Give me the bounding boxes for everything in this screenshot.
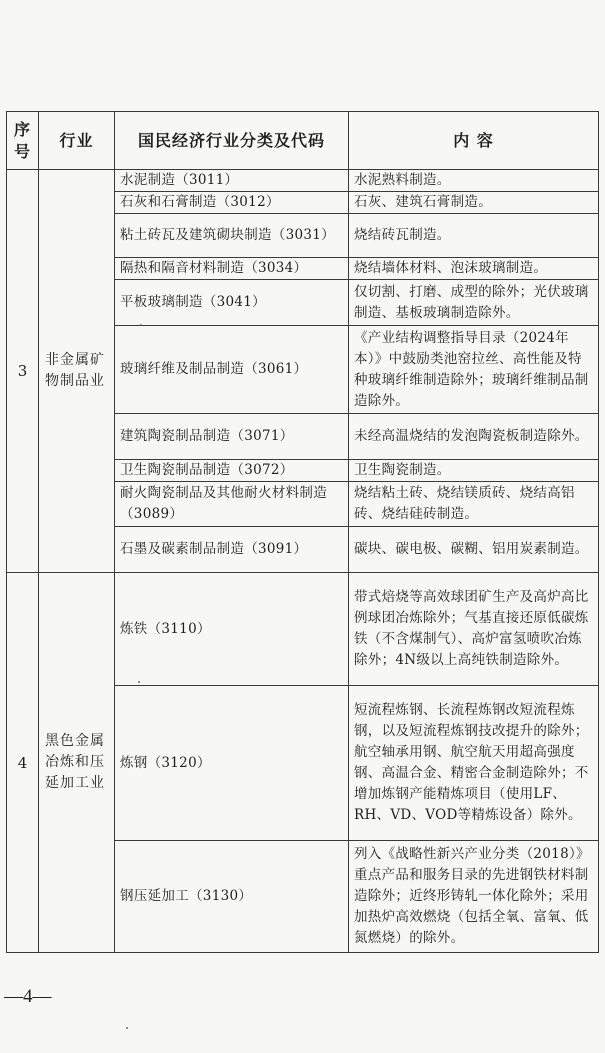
content-cell: 石灰、建筑石膏制造。 [349,192,599,214]
content-cell: 《产业结构调整指导目录（2024年本）》中鼓励类池窑拉丝、高性能及特种玻璃纤维制造除外；玻璃纤维制品制造除外。 [349,326,599,414]
industry-table [6,111,599,953]
classification-cell: 玻璃纤维及制品制造（3061） [115,326,349,414]
page-number: —4— [4,986,52,1007]
industry-cell: 黑色金属冶炼和压延加工业 [39,573,115,953]
classification-cell: 隔热和隔音材料制造（3034） [115,258,349,280]
industry-cell: 非金属矿物制品业 [39,170,115,573]
classification-cell: 炼钢（3120） [115,686,349,841]
classification-cell: 石墨及碳素制品制造（3091） [115,527,349,573]
header-classification: 国民经济行业分类及代码 [115,112,349,170]
content-cell: 烧结墙体材料、泡沫玻璃制造。 [349,258,599,280]
content-cell: 卫生陶瓷制造。 [349,460,599,482]
table-row [7,170,599,192]
content-cell: 碳块、碳电极、碳糊、铝用炭素制造。 [349,527,599,573]
header-industry: 行业 [39,112,115,170]
content-cell: 带式焙烧等高效球团矿生产及高炉高比例球团冶炼除外；气基直接还原低碳炼铁（不含煤制气）、高炉富氢喷吹冶炼除外；4N级以上高纯铁制造除外。 [349,573,599,686]
classification-cell: 耐火陶瓷制品及其他耐火材料制造（3089） [115,482,349,527]
seq-cell: 4 [7,573,39,953]
classification-cell: 建筑陶瓷制品制造（3071） [115,414,349,460]
classification-cell: 水泥制造（3011） [115,170,349,192]
content-cell: 列入《战略性新兴产业分类（2018）》重点产品和服务目录的先进钢铁材料制造除外；近终形铸轧一体化除外；采用加热炉高效燃烧（包括全氧、富氧、低氮燃烧）的除外。 [349,841,599,953]
classification-cell: 平板玻璃制造（3041） [115,280,349,326]
content-cell: 烧结砖瓦制造。 [349,214,599,258]
header-seq: 序号 [7,112,39,170]
content-cell: 仅切割、打磨、成型的除外；光伏玻璃制造、基板玻璃制造除外。 [349,280,599,326]
seq-cell: 3 [7,170,39,573]
classification-cell: 卫生陶瓷制品制造（3072） [115,460,349,482]
scan-speck [126,1027,128,1029]
content-cell: 烧结粘土砖、烧结镁质砖、烧结高铝砖、烧结硅砖制造。 [349,482,599,527]
classification-cell: 炼铁（3110） [115,573,349,686]
content-cell: 水泥熟料制造。 [349,170,599,192]
classification-cell: 石灰和石膏制造（3012） [115,192,349,214]
scan-speck [140,324,142,326]
header-content: 内 容 [349,112,599,170]
content-cell: 未经高温烧结的发泡陶瓷板制造除外。 [349,414,599,460]
table-row [7,573,599,686]
classification-cell: 粘土砖瓦及建筑砌块制造（3031） [115,214,349,258]
content-cell: 短流程炼钢、长流程炼钢改短流程炼钢，以及短流程炼钢技改提升的除外；航空轴承用钢、航空航天用超高强度钢、高温合金、精密合金制造除外；不增加炼钢产能精炼项目（使用LF、RH、VD、VOD等精炼设备）除外。 [349,686,599,841]
classification-cell: 钢压延加工（3130） [115,841,349,953]
header-row [7,112,599,170]
scan-speck [138,681,140,683]
